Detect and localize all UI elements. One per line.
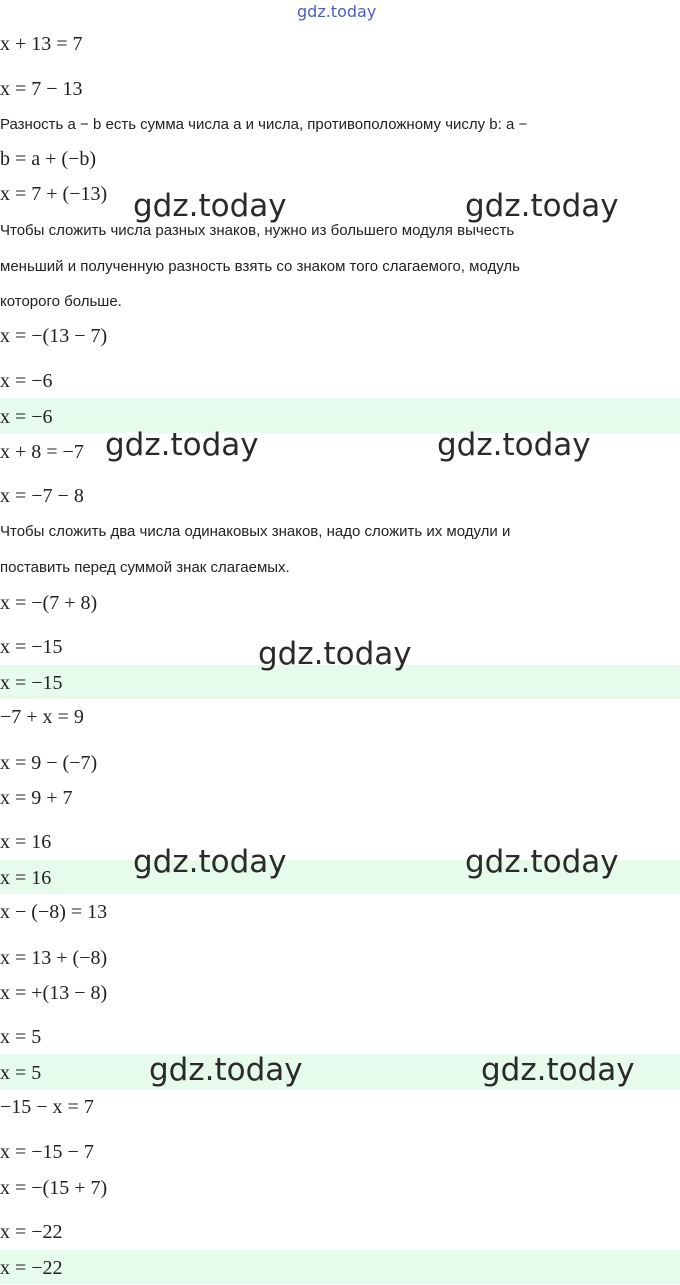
header-watermark: gdz.today [297, 2, 377, 21]
watermark: gdz.today [481, 1052, 635, 1088]
answer-line: x = −15 [0, 672, 63, 694]
rule-text: Чтобы сложить числа разных знаков, нужно из большего модуля вычесть [0, 222, 515, 239]
answer-line: x = 16 [0, 867, 52, 889]
watermark: gdz.today [465, 844, 619, 880]
watermark: gdz.today [149, 1052, 303, 1088]
equation-line: x = −6 [0, 370, 53, 392]
rule-text: поставить перед суммой знак слагаемых. [0, 559, 290, 576]
equation-line: x = 9 + 7 [0, 787, 73, 809]
rule-text: меньший и полученную разность взять со знаком того слагаемого, модуль [0, 258, 520, 275]
watermark: gdz.today [258, 636, 412, 672]
equation-line: x = −22 [0, 1221, 63, 1243]
equation-line: x = 5 [0, 1026, 42, 1048]
equation-line: x = 16 [0, 831, 52, 853]
equation-line: x = −7 − 8 [0, 485, 84, 507]
equation-line: x = −(15 + 7) [0, 1177, 108, 1199]
watermark: gdz.today [105, 427, 259, 463]
answer-line: x = 5 [0, 1062, 42, 1084]
equation-line: x = 9 − (−7) [0, 752, 98, 774]
equation-line: x = 7 − 13 [0, 78, 83, 100]
rule-text: Чтобы сложить два числа одинаковых знаков, надо сложить их модули и [0, 523, 511, 540]
rule-text: которого больше. [0, 293, 122, 310]
equation-line: x − (−8) = 13 [0, 901, 108, 923]
answer-line: x = −6 [0, 406, 53, 428]
watermark: gdz.today [133, 844, 287, 880]
equation-line: x = 7 + (−13) [0, 183, 108, 205]
equation-line: x = 13 + (−8) [0, 947, 108, 969]
equation-line: −15 − x = 7 [0, 1096, 94, 1118]
watermark: gdz.today [437, 427, 591, 463]
equation-line: x = −(13 − 7) [0, 325, 108, 347]
equation-line: x + 13 = 7 [0, 33, 83, 55]
rule-text: Разность a − b есть сумма числа a и числа, противоположному числу b: a − [0, 116, 528, 133]
equation-line: x = +(13 − 8) [0, 982, 108, 1004]
answer-line: x = −22 [0, 1257, 63, 1279]
equation-line: x = −15 − 7 [0, 1141, 94, 1163]
watermark: gdz.today [465, 188, 619, 224]
equation-line: −7 + x = 9 [0, 706, 84, 728]
equation-line: x + 8 = −7 [0, 441, 84, 463]
equation-line: x = −(7 + 8) [0, 592, 98, 614]
equation-line: b = a + (−b) [0, 148, 97, 170]
equation-line: x = −15 [0, 636, 63, 658]
watermark: gdz.today [133, 188, 287, 224]
